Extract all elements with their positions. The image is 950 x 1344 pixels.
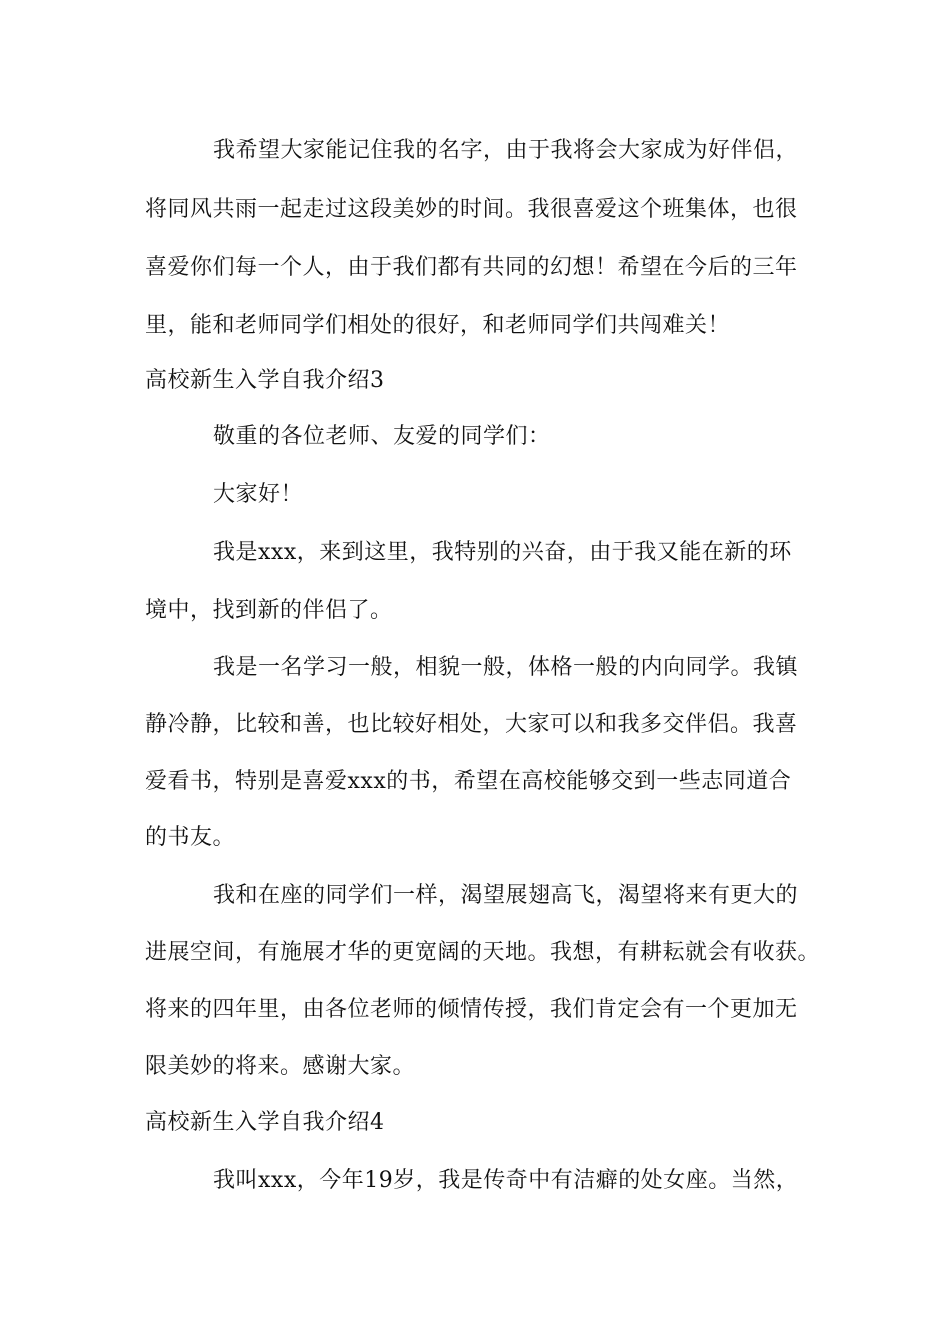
paragraph-line: 的书友。 — [145, 825, 236, 850]
section-heading-3: 高校新生入学自我介绍3 — [145, 368, 385, 393]
paragraph-line: 限美妙的将来。感谢大家。 — [145, 1054, 416, 1079]
paragraph-line: 我是一名学习一般，相貌一般，体格一般的内向同学。我镇 — [213, 655, 799, 680]
paragraph-line: 喜爱你们每一个人，由于我们都有共同的幻想！希望在今后的三年 — [145, 255, 798, 280]
paragraph-line: 里，能和老师同学们相处的很好，和老师同学们共闯难关！ — [145, 313, 731, 338]
paragraph-line: 进展空间，有施展才华的更宽阔的天地。我想，有耕耘就会有收获。 — [145, 940, 821, 965]
salutation: 敬重的各位老师、友爱的同学们： — [213, 424, 551, 449]
paragraph-line: 境中，找到新的伴侣了。 — [145, 598, 393, 623]
greeting: 大家好！ — [213, 482, 304, 507]
paragraph-line: 我和在座的同学们一样，渴望展翅高飞，渴望将来有更大的 — [213, 883, 799, 908]
paragraph-line: 我是xxx，来到这里，我特别的兴奋，由于我又能在新的环 — [213, 540, 792, 565]
paragraph-line: 我希望大家能记住我的名字，由于我将会大家成为好伴侣， — [213, 138, 799, 163]
paragraph-line: 将来的四年里，由各位老师的倾情传授，我们肯定会有一个更加无 — [145, 997, 798, 1022]
paragraph-line: 将同风共雨一起走过这段美妙的时间。我很喜爱这个班集体，也很 — [145, 197, 798, 222]
section-heading-4: 高校新生入学自我介绍4 — [145, 1110, 385, 1135]
paragraph-line: 静冷静，比较和善，也比较好相处，大家可以和我多交伴侣。我喜 — [145, 712, 798, 737]
paragraph-line: 爱看书，特别是喜爱xxx的书，希望在高校能够交到一些志同道合 — [145, 769, 792, 794]
paragraph-line: 我叫xxx，今年19岁，我是传奇中有洁癖的处女座。当然， — [213, 1168, 799, 1193]
